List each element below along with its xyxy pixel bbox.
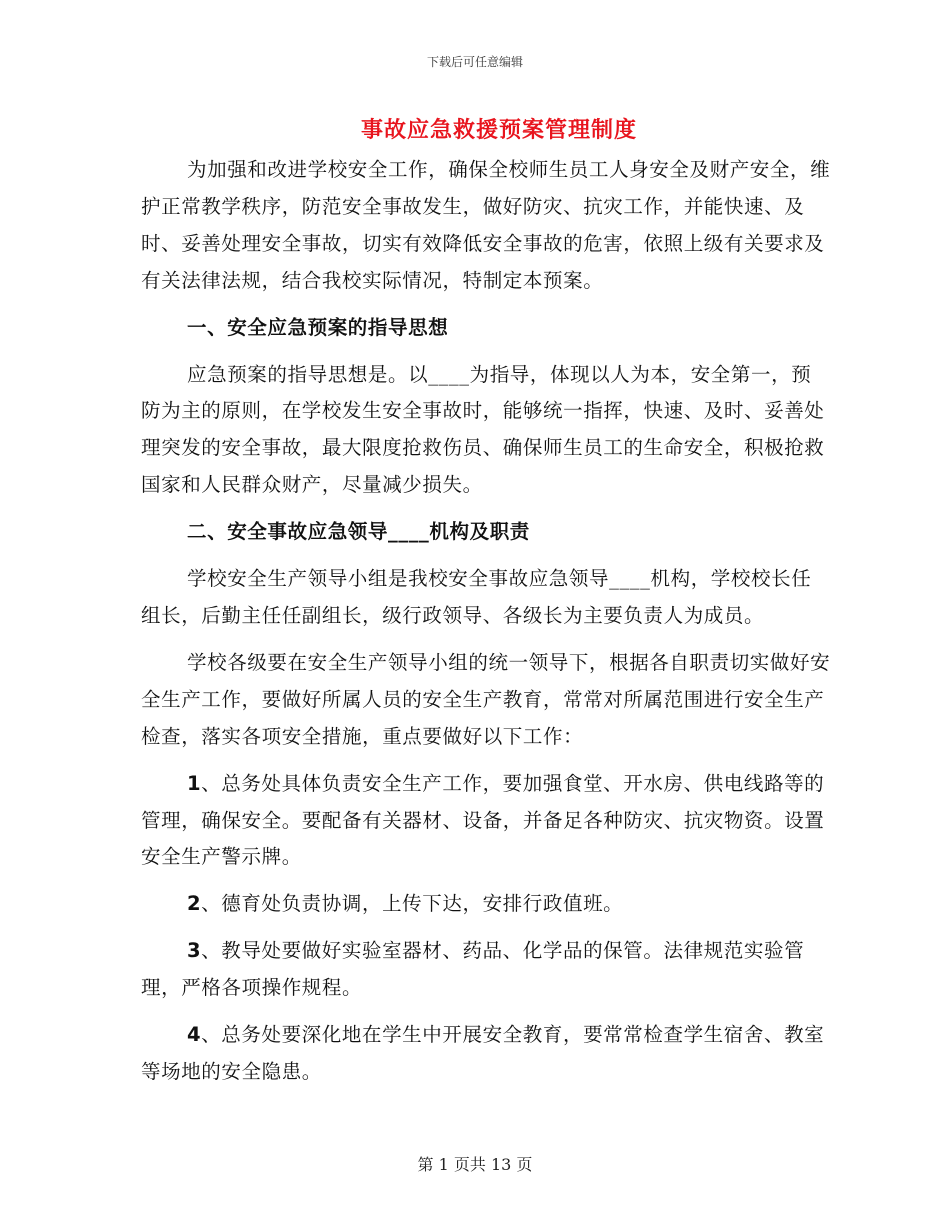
list-item	[141, 933, 831, 1007]
list-item-number: 1	[187, 771, 202, 795]
list-item	[141, 1017, 831, 1091]
document-title: 事故应急救援预案管理制度	[360, 118, 637, 143]
section2-paragraph-1: 学校安全生产领导小组是我校安全事故应急领导____机构，学校校长任组长，后勤主任任副组长，级行政领导、各级长为主要负责人为成员。	[141, 567, 812, 627]
section2-heading: 二、安全事故应急领导____机构及职责	[187, 520, 530, 544]
intro-paragraph: 为加强和改进学校安全工作，确保全校师生员工人身安全及财产安全，维护正常教学秩序，防范安全事故发生，做好防灾、抗灾工作，并能快速、及时、妥善处理安全事故，切实有效降低安全事故的危害，依照上级有关要求及有关法律法规，结合我校实际情况，特制定本预案。	[141, 158, 831, 292]
section1-paragraph: 应急预案的指导思想是。以____为指导，体现以人为本，安全第一，预防为主的原则，在学校发生安全事故时，能够统一指挥，快速、及时、妥善处理突发的安全事故，最大限度抢救伤员、确保师生员工的生命安全，积极抢救国家和人民群众财产，尽量减少损失。	[141, 362, 825, 497]
list-item-text: 、德育处负责协调，上传下达，安排行政值班。	[201, 892, 624, 916]
list-item-number: 2	[187, 892, 202, 916]
list-item	[141, 886, 831, 923]
list-item-text: 、教导处要做好实验室器材、药品、化学品的保管。法律规范实验管理，严格各项操作规程。	[141, 939, 805, 1000]
page-number-footer: 第 1 页共 13 页	[417, 1155, 533, 1174]
list-item-text: 、总务处具体负责安全生产工作，要加强食堂、开水房、供电线路等的管理，确保安全。要配备有关器材、设备，并备足各种防灾、抗灾物资。设置安全生产警示牌。	[141, 771, 825, 869]
section1-heading: 一、安全应急预案的指导思想	[187, 315, 449, 339]
list-item	[141, 766, 831, 877]
list-item-number: 4	[187, 1023, 202, 1047]
section2-paragraph-2: 学校各级要在安全生产领导小组的统一领导下，根据各自职责切实做好安全生产工作，要做好所属人员的安全生产教育，常常对所属范围进行安全生产检查，落实各项安全措施，重点要做好以下工作：	[141, 650, 831, 748]
document-body	[141, 152, 831, 1091]
list-item-number: 3	[187, 939, 202, 963]
page-header-note: 下载后可任意编辑	[426, 55, 523, 69]
list-item-text: 、总务处要深化地在学生中开展安全教育，要常常检查学生宿舍、教室等场地的安全隐患。	[141, 1023, 825, 1083]
